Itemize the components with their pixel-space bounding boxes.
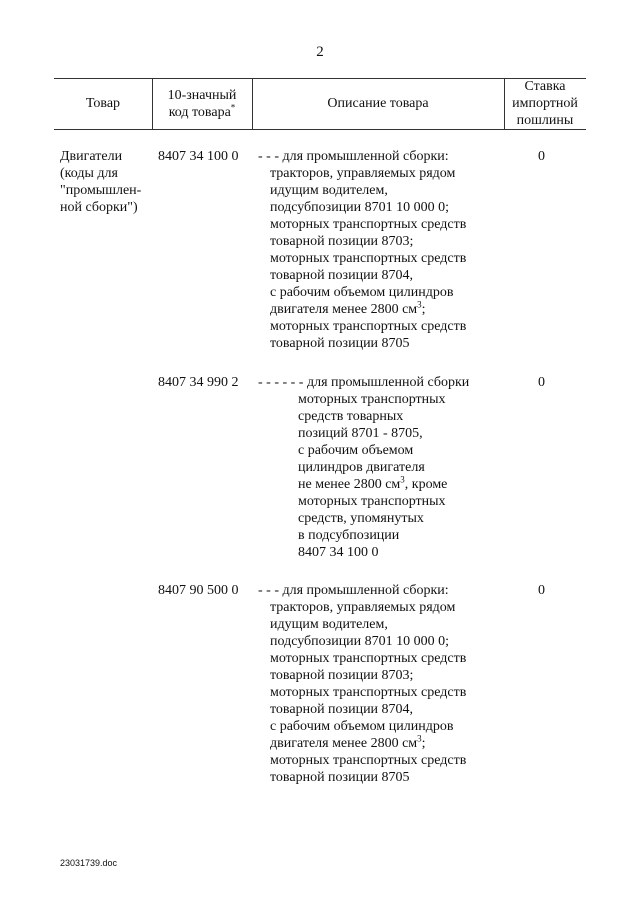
description-cell: - - - - - - для промышленной сборки моторных транспортных средств товарных позиций 8701 - 8705, с рабочим объемом цилиндров двигателя не менее 2800 $см^3$, кроме моторных транспортных средств, упомянутых в подсубпозиции 8407 34 100 0 bbox=[258, 375, 470, 560]
rate-cell: 0 bbox=[538, 149, 545, 164]
table-header-rule bbox=[54, 129, 586, 130]
rate-cell: 0 bbox=[538, 375, 545, 390]
code-cell: 8407 34 990 2 bbox=[158, 375, 239, 390]
code-cell: 8407 90 500 0 bbox=[158, 583, 239, 598]
header-rate: Ставка импортной пошлины bbox=[512, 79, 578, 128]
header-code: 10-значный код товара* bbox=[167, 87, 237, 120]
header-goods: Товар bbox=[85, 96, 121, 111]
header-description: Описание товара bbox=[327, 96, 429, 111]
page-number: 2 bbox=[316, 44, 324, 60]
footer-filename: 23031739.doc bbox=[60, 858, 118, 868]
rate-cell: 0 bbox=[538, 583, 545, 598]
description-cell: - - - для промышленной сборки: тракторов, управляемых рядом идущим водителем, подсубпозиции 8701 10 000 0; моторных транспортных средств товарной позиции 8703; моторных транспортных средств товарной позиции 8704, с рабочим объемом цилиндров двигателя менее 2800 $см^3$; моторных транспортных средств товарной позиции 8705 bbox=[258, 583, 467, 785]
goods-cell: Двигатели (коды для "промышлен- ной сборки") bbox=[60, 149, 142, 215]
code-cell: 8407 34 100 0 bbox=[158, 149, 239, 164]
description-cell: - - - для промышленной сборки: тракторов, управляемых рядом идущим водителем, подсубпозиции 8701 10 000 0; моторных транспортных средств товарной позиции 8703; моторных транспортных средств товарной позиции 8704, с рабочим объемом цилиндров двигателя менее 2800 $см^3$; моторных транспортных средств товарной позиции 8705 bbox=[258, 149, 467, 351]
